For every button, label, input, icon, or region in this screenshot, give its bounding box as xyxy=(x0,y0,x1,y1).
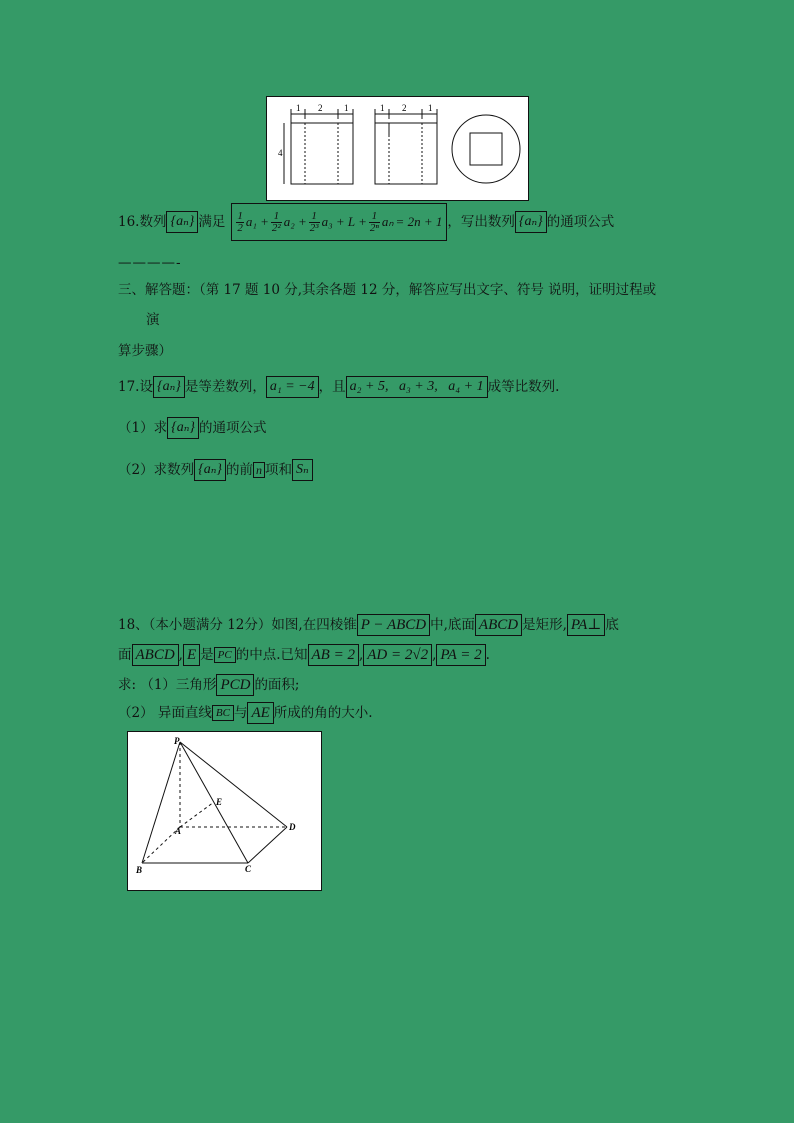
side-dim-mid: 2 xyxy=(402,103,407,113)
q17-part1 xyxy=(118,417,266,439)
q17-part2 xyxy=(118,459,313,481)
q18-l1-mid: 中,底面 xyxy=(430,617,475,633)
q16-suffix1: ，写出数列 xyxy=(447,214,515,230)
q17-prefix: 17.设 xyxy=(118,379,153,395)
section-3-line2: 演 xyxy=(146,312,160,328)
q17-a1: a₁ = −4 xyxy=(266,376,319,398)
q17-p2-mid2: 项和 xyxy=(264,462,292,478)
question-18-line1 xyxy=(118,614,619,636)
side-dim-left: 1 xyxy=(380,103,385,113)
q18-pa: PA = 2 xyxy=(436,644,485,666)
q18-l2-mid2: 的中点.已知 xyxy=(235,647,308,663)
q18-l4-mid: 与 xyxy=(233,705,248,721)
q17-t1: 是等差数列， xyxy=(184,379,266,395)
q18-l3-pre: 求: （1）三角形 xyxy=(118,677,217,693)
side-view-rect xyxy=(375,123,437,184)
edge-PC xyxy=(180,742,248,863)
three-view-drawing xyxy=(267,97,528,200)
section-3-line3: 算步骤） xyxy=(118,343,172,359)
q17-p1-sequence: {aₙ} xyxy=(167,417,199,439)
edge-CD xyxy=(248,827,287,863)
question-18-line3 xyxy=(118,674,300,696)
front-dim-right: 1 xyxy=(344,103,349,113)
q17-sequence: {aₙ} xyxy=(153,376,185,398)
q18-ad: AD = 2√2 xyxy=(363,644,432,666)
q18-ae: AE xyxy=(247,702,273,724)
q18-ab: AB = 2 xyxy=(308,644,359,666)
q18-e: E xyxy=(183,644,200,666)
q18-l2-mid: 是 xyxy=(200,647,214,663)
vertex-A-label: A xyxy=(175,826,182,836)
q18-pcd: PCD xyxy=(216,674,254,696)
segment-AE xyxy=(180,802,214,827)
q16-formula: $\frac{1}{2}$ a₁ + $\frac{1}{\text{2²}}$ a₂ + $\frac{1}{\text{2³}}$ a₃ + L + $\frac{1}{\text{2ⁿ}}$ aₙ = 2n + 1 xyxy=(231,203,447,241)
frac-1-2sq: $\frac{1}{\text{2²}}$ xyxy=(271,209,281,234)
q17-p2-pre: （2）求数列 xyxy=(118,462,195,478)
vertex-D-label: D xyxy=(289,822,296,832)
q17-t3: 成等比数列. xyxy=(487,379,560,395)
side-dim-right: 1 xyxy=(428,103,433,113)
q18-l1-pre: 18、（本小题满分 12分）如图,在四棱锥 xyxy=(118,617,357,633)
q18-l2-pre: 面 xyxy=(118,647,132,663)
q17-n: n xyxy=(253,462,265,478)
q16-sequence-2: {aₙ} xyxy=(515,211,547,233)
q18-comma3: , xyxy=(432,647,437,663)
q16-mid: 满足 xyxy=(198,214,226,230)
q18-dot: . xyxy=(485,647,490,663)
front-dim-mid: 2 xyxy=(318,103,323,113)
q18-l4-post: 所成的角的大小. xyxy=(273,705,373,721)
q18-l4-pre: （2） 异面直线 xyxy=(118,705,212,721)
point-E-label: E xyxy=(216,797,223,807)
three-view-figure xyxy=(266,96,529,201)
pyramid-figure xyxy=(127,731,322,891)
q18-abcd: ABCD xyxy=(475,614,522,636)
height-dim-label: 4 xyxy=(278,148,283,158)
vertex-P-label: P xyxy=(174,736,180,746)
q18-pc: PC xyxy=(214,647,236,663)
q17-p1-post: 的通项公式 xyxy=(198,420,267,436)
q16-formula-tail: = 2n + 1 xyxy=(395,214,443,229)
q17-t2: ，且 xyxy=(318,379,346,395)
q17-p2-sequence: {aₙ} xyxy=(194,459,226,481)
question-18-line2 xyxy=(118,644,490,666)
top-view-square xyxy=(470,133,502,165)
frac-1-2: $\frac{1}{2}$ xyxy=(237,209,243,234)
q16-answer-blank: ————- xyxy=(118,255,182,271)
frac-1-2cube: $\frac{1}{\text{2³}}$ xyxy=(309,209,319,234)
edge-PD xyxy=(180,742,287,827)
q18-l1-end: 底 xyxy=(605,617,619,633)
frac-1-2n: $\frac{1}{\text{2ⁿ}}$ xyxy=(369,209,379,234)
q18-pabcd: P − ABCD xyxy=(357,614,430,636)
section-3-line1: 三、解答题：（第 17 题 10 分,其余各题 12 分，解答应写出文字、符号 说明，证明过程或 xyxy=(118,282,657,298)
q18-comma2: , xyxy=(358,647,364,663)
q18-pa-perp: PA⊥ xyxy=(567,614,606,636)
pyramid-drawing xyxy=(128,732,321,890)
q18-bc: BC xyxy=(212,705,234,721)
q18-l1-mid2: 是矩形, xyxy=(522,617,567,633)
question-18-line4 xyxy=(118,702,373,724)
question-17 xyxy=(118,376,559,398)
top-view-circle xyxy=(452,115,520,183)
q16-prefix: 16.数列 xyxy=(118,214,167,230)
q18-abcd-2: ABCD xyxy=(132,644,179,666)
q18-comma1: , xyxy=(178,647,183,663)
question-16 xyxy=(118,203,614,241)
front-dim-left: 1 xyxy=(296,103,301,113)
q17-p2-mid: 的前 xyxy=(225,462,253,478)
vertex-C-label: C xyxy=(245,864,252,874)
q16-sequence: {aₙ} xyxy=(166,211,198,233)
q17-sn: Sₙ xyxy=(292,459,313,481)
front-view-rect xyxy=(291,123,353,184)
q18-l3-post: 的面积; xyxy=(254,677,300,693)
q17-p1-pre: （1）求 xyxy=(118,420,168,436)
q16-suffix2: 的通项公式 xyxy=(546,214,615,230)
q17-terms: a₂ + 5, a₃ + 3, a₄ + 1 xyxy=(346,376,488,398)
vertex-B-label: B xyxy=(136,865,143,875)
